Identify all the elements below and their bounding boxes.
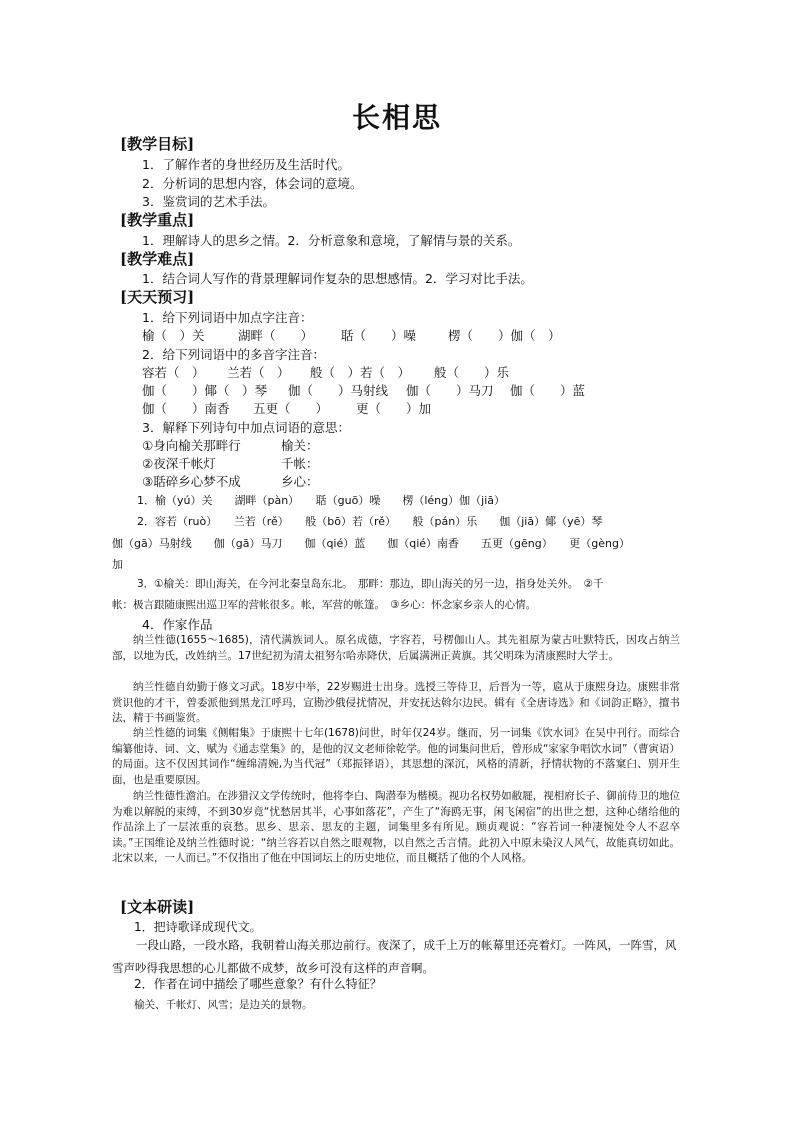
goal-item: 2．分析词的思想内容，体会词的意境。 (142, 176, 363, 191)
author-bio-paragraph: 纳兰性德自幼勤于修文习武。18岁中举，22岁赐进士出身。选授三等侍卫，后晋为一等，扈从于康熙身边。康熙非常赏识他的才干，曾委派他到黑龙江呼玛，宣勘沙俄侵扰情况，并安抚达斡尔边民。辑有《全唐诗选》和《词韵正略》，擅书法，精于书画鉴赏。 (112, 681, 680, 724)
goal-item: 3．鉴赏词的艺术手法。 (142, 194, 275, 209)
gloss-blank: 乡心： (281, 474, 319, 489)
preview-question-3: 3．解释下列诗句中加点词语的意思： (142, 420, 350, 435)
gloss-blank: 榆关： (281, 438, 319, 453)
section-heading-focus: [教学重点] (120, 211, 195, 229)
pinyin-blank: 般（ ）乐 (434, 365, 510, 380)
poem-line: ①身向榆关那畔行 (142, 438, 241, 453)
study-question-2: 2．作者在词中描绘了哪些意象？有什么特征？ (134, 977, 382, 991)
section-heading-study: [文本研读] (120, 898, 195, 916)
difficulty-text: 1．结合词人写作的背景理解词作复杂的思想感情。2．学习对比手法。 (142, 271, 533, 286)
pinyin-blank: 般（ ）若（ ） (310, 365, 411, 380)
pinyin-blank: 伽（ ）蓝 (510, 383, 586, 398)
poem-line: ③聒碎乡心梦不成 (142, 474, 241, 489)
page-title: 长相思 (351, 101, 442, 134)
section-heading-goals: [教学目标] (120, 135, 195, 153)
pinyin-blank: 伽（ ）倻（ ）琴 (142, 383, 268, 398)
study-answer-2: 榆关、千帐灯、风雪；是边关的景物。 (134, 999, 313, 1011)
poem-line: ②夜深千帐灯 (142, 456, 216, 471)
study-answer-1: 一段山路，一段水路，我朝着山海关那边前行。夜深了，成千上万的帐幕里还亮着灯。一阵风，一阵雪，风雪声吵得我思想的心儿都做不成梦，故乡可没有这样的声音啊。 (112, 938, 677, 975)
author-works-heading: 4．作家作品 (142, 617, 213, 632)
focus-text: 1．理解诗人的思乡之情。2．分析意象和意境，了解情与景的关系。 (142, 233, 521, 248)
answer-2: 2．容若（ruò） 兰若（rě） 般（bō）若（rě） 般（pán）乐 伽（jiā）倻（yē）琴 (137, 515, 603, 528)
pinyin-blank: 更（ ）加 (356, 401, 432, 416)
pinyin-blank: 伽（ ）南香 (142, 401, 230, 416)
gloss-blank: 千帐： (281, 456, 319, 471)
study-question-1: 1．把诗歌译成现代文。 (134, 920, 262, 934)
preview-question-2: 2．给下列词语中的多音字注音： (142, 347, 325, 362)
answer-3: 3．①榆关：即山海关，在今河北秦皇岛东北。 那畔：那边，即山海关的另一边，指身处关外。 ②千 (137, 578, 604, 590)
pinyin-blank: 容若（ ） (142, 365, 205, 380)
pinyin-blank: 榆（ ）关 (142, 328, 205, 343)
pinyin-blank: 湖畔（ ） (238, 328, 314, 343)
author-bio-paragraph: 纳兰性德(1655～1685)，清代满族词人。原名成德，字容若，号楞伽山人。其先祖原为蒙古吐默特氏，因攻占纳兰部，以地为氏，改姓纳兰。17世纪初为清太祖努尔哈赤降伏，后属满洲正黄旗。其父明珠为清康熙时大学士。 (112, 634, 680, 662)
answer-3-cont: 帐：极言跟随康熙出巡卫军的营帐很多。帐，军营的帐篷。 ③乡心：怀念家乡亲人的心情。 (112, 599, 537, 611)
pinyin-blank: 伽（ ）马射线 (288, 383, 389, 398)
pinyin-blank: 五更（ ） (253, 401, 329, 416)
goal-item: 1．了解作者的身世经历及生活时代。 (142, 157, 350, 172)
preview-question-1: 1．给下列词语中加点字注音： (142, 310, 313, 325)
section-heading-preview: [天天预习] (120, 288, 195, 306)
section-heading-difficulty: [教学难点] (120, 250, 195, 268)
author-bio-paragraph: 纳兰性德的词集《侧帽集》于康熙十七年(1678)问世，时年仅24岁。继而，另一词集《饮水词》在吴中刊行。而综合编纂他诗、词、文、赋为《通志堂集》的，是他的汉文老师徐乾学。他的词集问世后，曾形成“家家争唱饮水词”（曹寅语）的局面。这不仅因其词作“缠绵清婉,为当代冠”（郑振铎语），其思想的深沉，风格的清新，抒情状物的不落窠臼、别开生面，也是重要原因。 (112, 727, 680, 786)
pinyin-blank: 兰若（ ） (227, 365, 290, 380)
answer-2-end: 加 (112, 558, 123, 571)
pinyin-blank: 聒（ ）噪 (341, 328, 417, 343)
answer-1: 1．榆（yú）关 湖畔（pàn） 聒（guō）噪 楞（léng）伽（jiā） (137, 494, 505, 507)
author-bio-paragraph: 纳兰性德性澹泊。在涉猎汉文学传统时，他将李白、陶潜奉为楷模。视功名权势如敝屣，视相府长子、御前侍卫的地位为难以解脱的束缚，不到30岁竟“忧愁居其半，心事如落花”，产生了“海鸥无事，闲飞闲宿”的出世之想，这种心绪给他的作品涂上了一层浓重的哀愁。思乡、思亲、思友的主题，词集里多有所见。顾贞观说：“容若词一种凄惋处令人不忍卒读。”王国维论及纳兰性德时说：“纳兰容若以自然之眼观物，以自然之舌言情。此初入中原未染汉人风气，故能真切如此。北宋以来，一人而已。”不仅指出了他在中国词坛上的历史地位，而且概括了他的个人风格。 (112, 790, 680, 864)
pinyin-blank: 楞（ ）伽（ ） (448, 328, 561, 343)
answer-2-cont: 伽（gā）马射线 伽（gā）马刀 伽（qié）蓝 伽（qié）南香 五更（gēng） 更（gèng） (112, 537, 630, 550)
pinyin-blank: 伽（ ）马刀 (406, 383, 494, 398)
